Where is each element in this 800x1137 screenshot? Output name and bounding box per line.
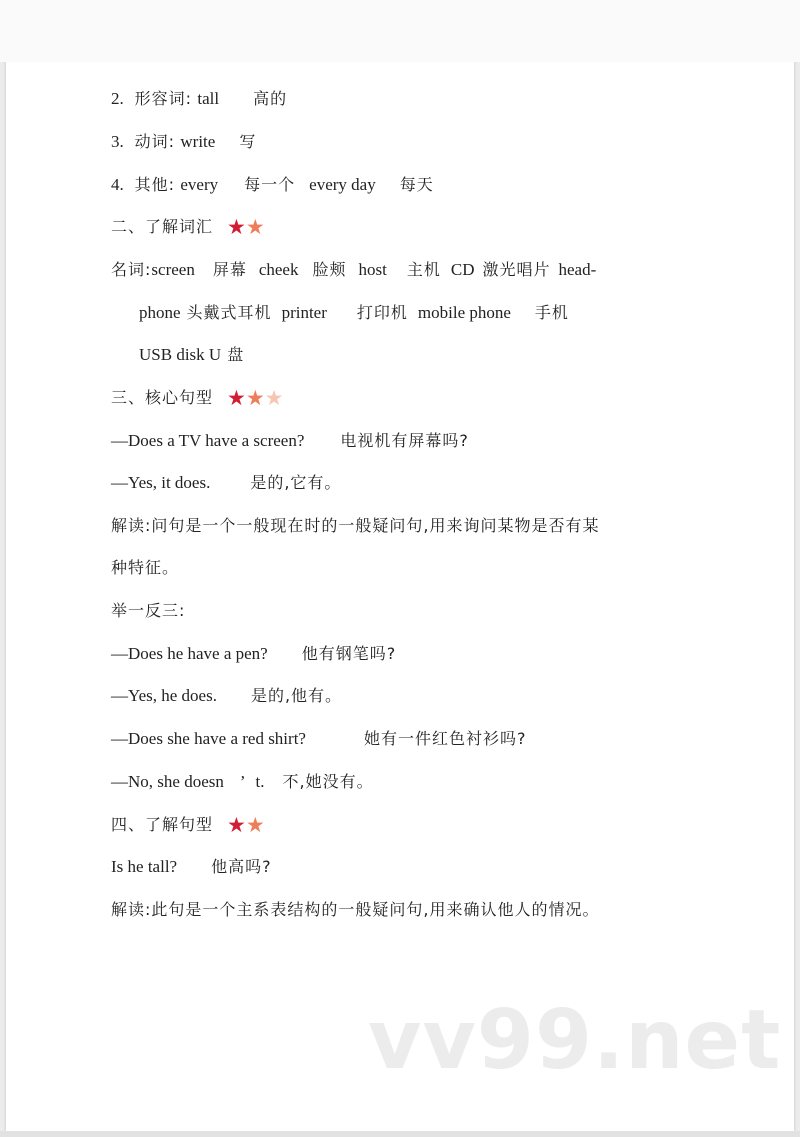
english-word: CD <box>450 260 475 279</box>
explanation-text: 此句是一个主系表结构的一般疑问句,用来确认他人的情况。 <box>151 900 600 919</box>
star-icon: ★ <box>245 386 265 410</box>
english-word: mobile phone <box>417 303 511 322</box>
section-heading-4 <box>111 814 265 838</box>
chinese-translation: 是的,它有。 <box>250 473 342 492</box>
star-icon: ★ <box>227 813 246 837</box>
vocab-line-verb <box>111 131 256 153</box>
apostrophe: ’ <box>239 772 246 791</box>
english-sentence: Is he tall? <box>111 857 178 876</box>
star-icon: ★ <box>227 386 246 410</box>
chinese-translation: 她有一件红色衬衫吗? <box>363 729 527 748</box>
explanation-text: 问句是一个一般现在时的一般疑问句,用来询问某物是否有某 <box>151 516 600 535</box>
english-sentence: —Does a TV have a screen? <box>111 431 305 450</box>
core-answer <box>111 472 341 494</box>
english-word: tall <box>197 89 220 108</box>
chinese-meaning: 每天 <box>399 175 434 194</box>
star-icon: ★ <box>264 386 284 410</box>
extend-answer-2 <box>111 771 374 793</box>
nouns-line-3 <box>139 344 244 366</box>
section-heading-3 <box>111 387 284 411</box>
chinese-translation: 他高吗? <box>211 857 272 876</box>
chinese-translation: 电视机有屏幕吗? <box>340 431 469 450</box>
english-sentence: —No, she doesn <box>111 772 224 791</box>
chinese-meaning: 主机 <box>406 260 441 279</box>
chinese-meaning: 脸颊 <box>312 260 347 279</box>
bottom-margin <box>0 1131 800 1137</box>
english-word: cheek <box>258 260 299 279</box>
explanation-label: 解读: <box>111 900 152 919</box>
word-category: 形容词: <box>134 89 192 108</box>
item-number: 2. <box>111 89 124 108</box>
extend-question-1 <box>111 643 396 665</box>
explanation-2 <box>111 899 600 921</box>
explanation-text: 种特征。 <box>111 558 180 577</box>
english-sentence: —Yes, he does. <box>111 686 217 705</box>
difficulty-stars <box>227 216 265 240</box>
extend-label: 举一反三: <box>111 601 186 620</box>
english-word: host <box>358 260 387 279</box>
chinese-translation: 不,她没有。 <box>282 772 374 791</box>
explanation-1-cont <box>111 557 179 579</box>
nouns-line-2 <box>139 302 569 324</box>
extend-question-2 <box>111 728 526 750</box>
explanation-label: 解读: <box>111 516 152 535</box>
english-word: USB disk U <box>139 345 222 364</box>
chinese-meaning: 手机 <box>534 303 569 322</box>
core-question <box>111 430 469 452</box>
chinese-translation: 是的,他有。 <box>250 686 343 705</box>
chinese-meaning: 打印机 <box>356 303 408 322</box>
chinese-meaning: 盘 <box>227 345 245 364</box>
english-word: screen <box>151 260 195 279</box>
explanation-1 <box>111 515 600 537</box>
top-margin <box>0 0 800 62</box>
star-icon: ★ <box>245 813 265 837</box>
english-word: every day <box>309 175 376 194</box>
vocab-line-other <box>111 174 434 196</box>
chinese-meaning: 屏幕 <box>212 260 247 279</box>
chinese-translation: 他有钢笔吗? <box>301 644 397 663</box>
chinese-meaning: 写 <box>239 132 257 151</box>
difficulty-stars <box>227 387 283 411</box>
vocab-line-adjective <box>111 88 287 110</box>
english-sentence: —Does he have a pen? <box>111 644 268 663</box>
english-word: every <box>180 175 219 194</box>
english-sentence: —Does she have a red shirt? <box>111 729 306 748</box>
section-title: 二、了解词汇 <box>111 217 214 236</box>
section-heading-2 <box>111 216 265 240</box>
item-number: 4. <box>111 175 124 194</box>
word-category: 动词: <box>134 132 175 151</box>
english-word: head- <box>558 260 597 279</box>
english-word: write <box>180 132 216 151</box>
chinese-meaning: 每一个 <box>244 175 296 194</box>
star-icon: ★ <box>245 215 265 239</box>
nouns-line-1 <box>111 259 596 281</box>
english-sentence: —Yes, it does. <box>111 473 211 492</box>
extend-answer-1 <box>111 685 342 707</box>
difficulty-stars <box>227 814 265 838</box>
chinese-meaning: 高的 <box>253 89 288 108</box>
section-title: 三、核心句型 <box>111 388 214 407</box>
english-word: printer <box>281 303 327 322</box>
word-category: 其他: <box>134 175 175 194</box>
star-icon: ★ <box>227 215 246 239</box>
english-word: phone <box>139 303 181 322</box>
noun-label: 名词: <box>111 260 152 279</box>
chinese-meaning: 头戴式耳机 <box>186 303 272 322</box>
section-title: 四、了解句型 <box>111 815 214 834</box>
pattern-question <box>111 856 272 878</box>
english-sentence: t. <box>255 772 265 791</box>
chinese-meaning: 激光唱片 <box>482 260 551 279</box>
extend-heading <box>111 600 185 622</box>
site-watermark: vv99.net <box>368 993 782 1088</box>
item-number: 3. <box>111 132 124 151</box>
